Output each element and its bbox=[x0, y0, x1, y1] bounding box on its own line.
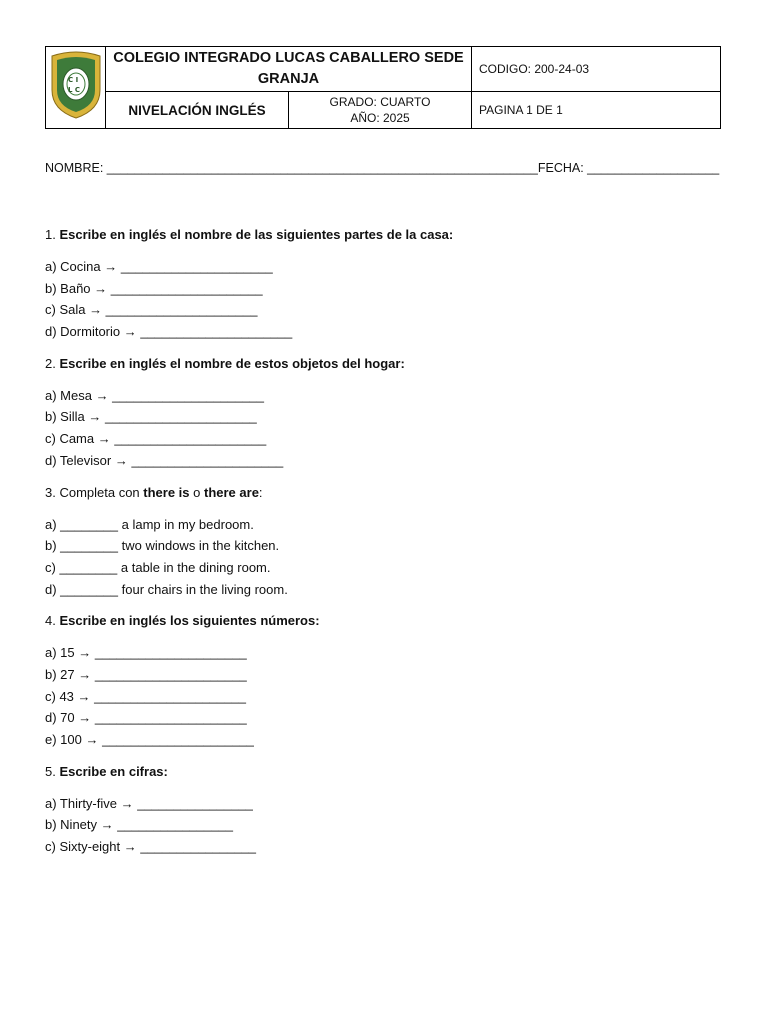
list-item[interactable]: b) 27 → _____________________ bbox=[45, 666, 247, 682]
question-5-number: 5. bbox=[45, 763, 60, 779]
page-number: PAGINA 1 DE 1 bbox=[472, 92, 721, 129]
question-3-bold-1: there is bbox=[143, 484, 190, 500]
grade-label: GRADO: CUARTO bbox=[329, 95, 431, 109]
grade-year-cell bbox=[289, 92, 472, 129]
question-2-items bbox=[45, 385, 725, 472]
list-item[interactable]: d) Televisor → _____________________ bbox=[45, 452, 284, 468]
list-item[interactable]: a) Thirty-five → ________________ bbox=[45, 795, 253, 811]
question-5-title bbox=[45, 761, 725, 783]
list-item[interactable]: a) ________ a lamp in my bedroom. bbox=[45, 516, 254, 532]
list-item[interactable]: c) 43 → _____________________ bbox=[45, 688, 246, 704]
list-item[interactable]: c) Sala → _____________________ bbox=[45, 302, 258, 318]
list-item[interactable]: a) Cocina → _____________________ bbox=[45, 259, 273, 274]
list-item[interactable]: d) Dormitorio → _____________________ bbox=[45, 324, 293, 340]
list-item[interactable]: d) 70 → _____________________ bbox=[45, 710, 247, 726]
question-3-mid: o bbox=[189, 484, 204, 500]
year-label: AÑO: 2025 bbox=[350, 111, 410, 125]
list-item[interactable]: e) 100 → _____________________ bbox=[45, 732, 254, 747]
subject-title: NIVELACIÓN INGLÉS bbox=[106, 92, 289, 129]
question-4-text: Escribe en inglés los siguientes números: bbox=[59, 613, 320, 629]
list-item[interactable]: b) Ninety → ________________ bbox=[45, 817, 233, 833]
question-3-title bbox=[45, 482, 725, 504]
date-field[interactable]: FECHA: ___________________ bbox=[537, 161, 720, 175]
list-item[interactable]: c) Sixty-eight → ________________ bbox=[45, 839, 257, 855]
svg-text:L C: L C bbox=[67, 86, 80, 94]
question-1-text: Escribe en inglés el nombre de las siguientes partes de la casa: bbox=[59, 227, 454, 242]
question-3-items bbox=[45, 514, 725, 601]
list-item[interactable]: d) ________ four chairs in the living room. bbox=[45, 581, 288, 597]
list-item[interactable]: b) Silla → _____________________ bbox=[45, 409, 257, 425]
question-1-items bbox=[45, 256, 725, 343]
question-2-title bbox=[45, 353, 725, 375]
header-table bbox=[45, 46, 721, 129]
question-1-number: 1. bbox=[45, 227, 60, 242]
question-5-text: Escribe en cifras: bbox=[59, 763, 168, 779]
school-crest-logo bbox=[48, 50, 104, 120]
name-field[interactable]: NOMBRE: ______________________________________________________________ bbox=[45, 161, 538, 175]
worksheet-content bbox=[45, 224, 725, 858]
student-info-line bbox=[45, 161, 719, 175]
question-3-prefix: 3. Completa con bbox=[45, 484, 144, 500]
question-3-bold-2: there are bbox=[204, 484, 259, 500]
list-item[interactable]: a) Mesa → _____________________ bbox=[45, 387, 265, 403]
list-item[interactable]: b) Baño → _____________________ bbox=[45, 280, 263, 296]
school-name: COLEGIO INTEGRADO LUCAS CABALLERO SEDE GRANJA bbox=[106, 47, 472, 92]
list-item[interactable]: c) ________ a table in the dining room. bbox=[45, 559, 271, 575]
svg-text:C I: C I bbox=[67, 76, 78, 84]
question-5-items bbox=[45, 793, 725, 858]
question-4-items bbox=[45, 642, 725, 750]
question-2-number: 2. bbox=[45, 355, 60, 371]
logo-cell bbox=[46, 47, 106, 129]
question-3-suffix: : bbox=[258, 484, 263, 500]
question-4-title bbox=[45, 610, 725, 632]
question-1-title bbox=[45, 224, 725, 246]
list-item[interactable]: a) 15 → _____________________ bbox=[45, 645, 247, 661]
question-4-number: 4. bbox=[45, 613, 60, 629]
list-item[interactable]: b) ________ two windows in the kitchen. bbox=[45, 538, 280, 554]
document-code: CODIGO: 200-24-03 bbox=[472, 47, 721, 92]
question-2-text: Escribe en inglés el nombre de estos objetos del hogar: bbox=[59, 355, 405, 371]
list-item[interactable]: c) Cama → _____________________ bbox=[45, 431, 267, 447]
